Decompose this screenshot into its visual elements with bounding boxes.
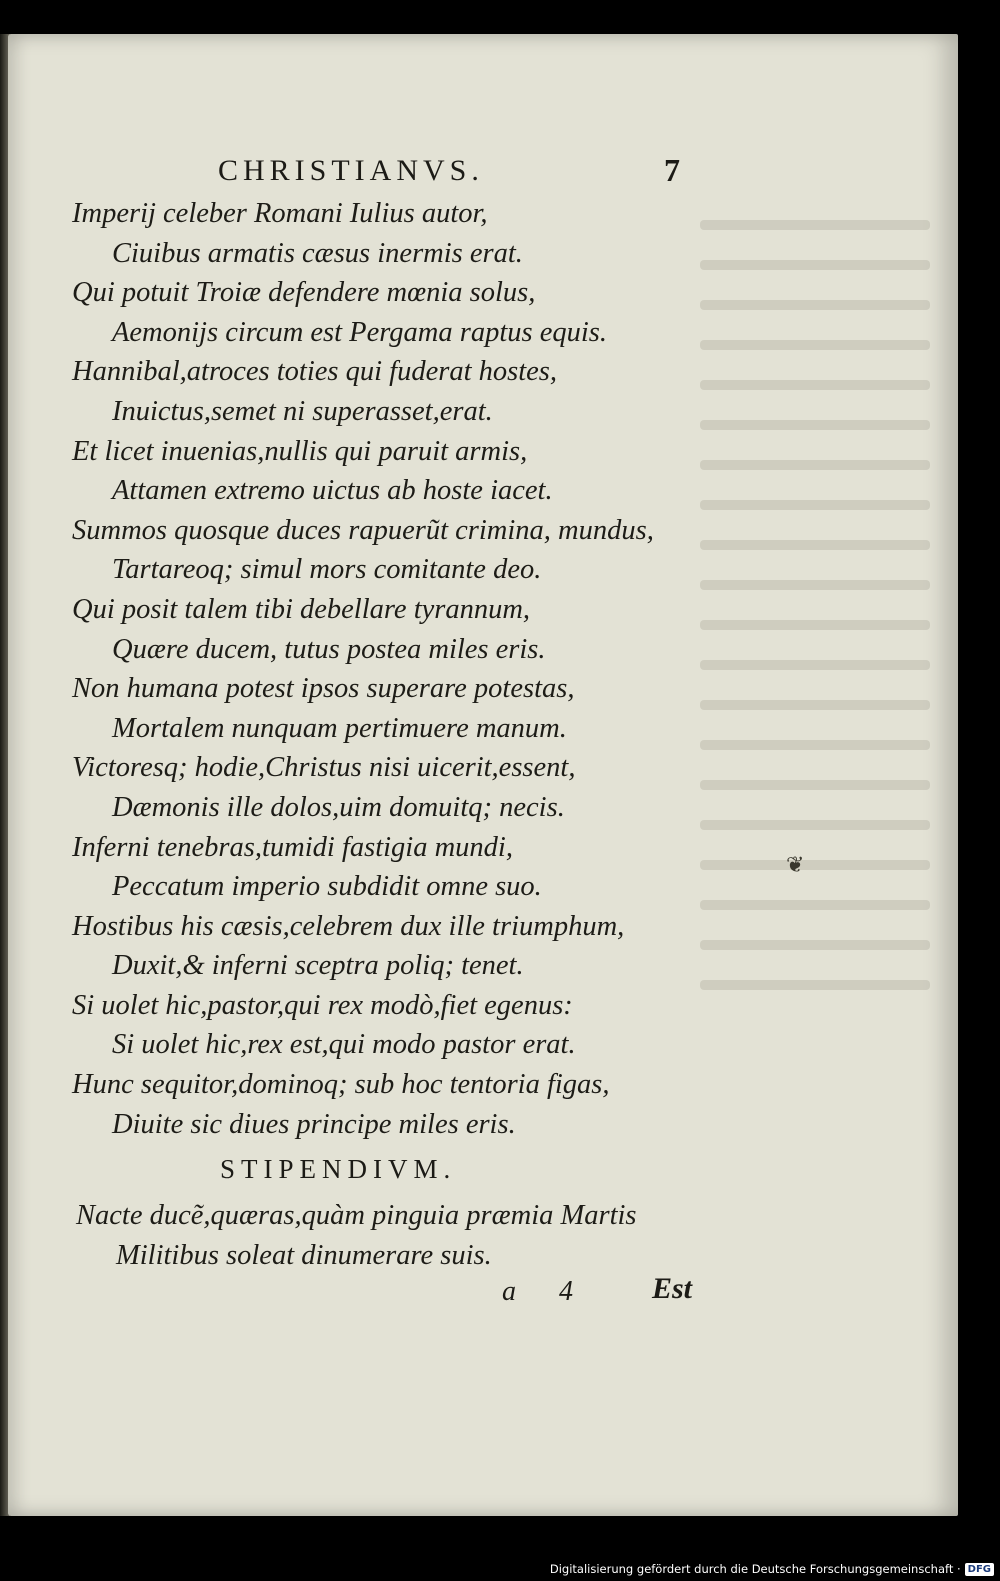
verse-line: Tartareoq; simul mors comitante deo. [112, 554, 542, 586]
verse-line: Imperij celeber Romani Iulius autor, [72, 198, 488, 229]
catchword: Est [652, 1272, 693, 1305]
verse-line: Quære ducem, tutus postea miles eris. [112, 633, 546, 665]
footer-credit: Digitalisierung gefördert durch die Deutsche Forschungsgemeinschaft · [549, 1562, 961, 1576]
verse-line: Et licet inuenias,nullis qui paruit armis, [72, 435, 528, 467]
show-through-text [700, 190, 930, 1090]
verse-line: Summos quosque duces rapuerũt crimina, mundus, [72, 514, 654, 546]
dfg-logo: DFG [965, 1563, 994, 1576]
verse-line: Si uolet hic,pastor,qui rex modò,fiet egenus: [72, 989, 573, 1021]
verse-line: Attamen extremo uictus ab hoste iacet. [112, 475, 553, 507]
verse-line: Inuictus,semet ni superasset,erat. [112, 395, 493, 427]
verse-line: Duxit,& inferni sceptra poliq; tenet. [112, 950, 524, 982]
verse-line: Non humana potest ipsos superare potestas, [72, 673, 575, 705]
verse-line: Diuite sic diues principe miles eris. [112, 1108, 516, 1140]
verse-line: Dæmonis ille dolos,uim domuitq; necis. [112, 791, 565, 823]
signature-mark: a 4 [502, 1276, 591, 1307]
page-number: 7 [664, 152, 680, 188]
verse-line: Hunc sequitor,dominoq; sub hoc tentoria figas, [72, 1069, 610, 1101]
verse-line: Mortalem nunquam pertimuere manum. [112, 712, 567, 744]
section-title: STIPENDIVM. [220, 1154, 457, 1184]
verse-line: Si uolet hic,rex est,qui modo pastor erat. [112, 1029, 576, 1061]
verse-line: Hostibus his cæsis,celebrem dux ille triumphum, [72, 910, 625, 942]
section-verses [76, 1196, 716, 1276]
verse-line: Qui potuit Troiæ defendere mœnia solus, [72, 277, 536, 309]
poem-verses [72, 194, 712, 1144]
digitization-footer [550, 1559, 994, 1579]
verse-line: Militibus soleat dinumerare suis. [116, 1240, 492, 1271]
verse-line: Qui posit talem tibi debellare tyrannum, [72, 593, 531, 625]
verse-line: Inferni tenebras,tumidi fastigia mundi, [72, 831, 513, 863]
verse-line: Peccatum imperio subdidit omne suo. [112, 871, 542, 903]
verse-line: Aemonijs circum est Pergama raptus equis. [112, 316, 607, 348]
verse-line: Nacte ducẽ,quæras,quàm pinguia præmia Martis [76, 1200, 637, 1231]
verse-line: Victoresq; hodie,Christus nisi uicerit,essent, [72, 752, 576, 784]
running-head: CHRISTIANVS. [218, 154, 484, 187]
ornament-icon: ❦ [786, 852, 805, 877]
verse-line: Hannibal,atroces toties qui fuderat hostes, [72, 356, 558, 388]
verse-line: Ciuibus armatis cæsus inermis erat. [112, 237, 523, 269]
